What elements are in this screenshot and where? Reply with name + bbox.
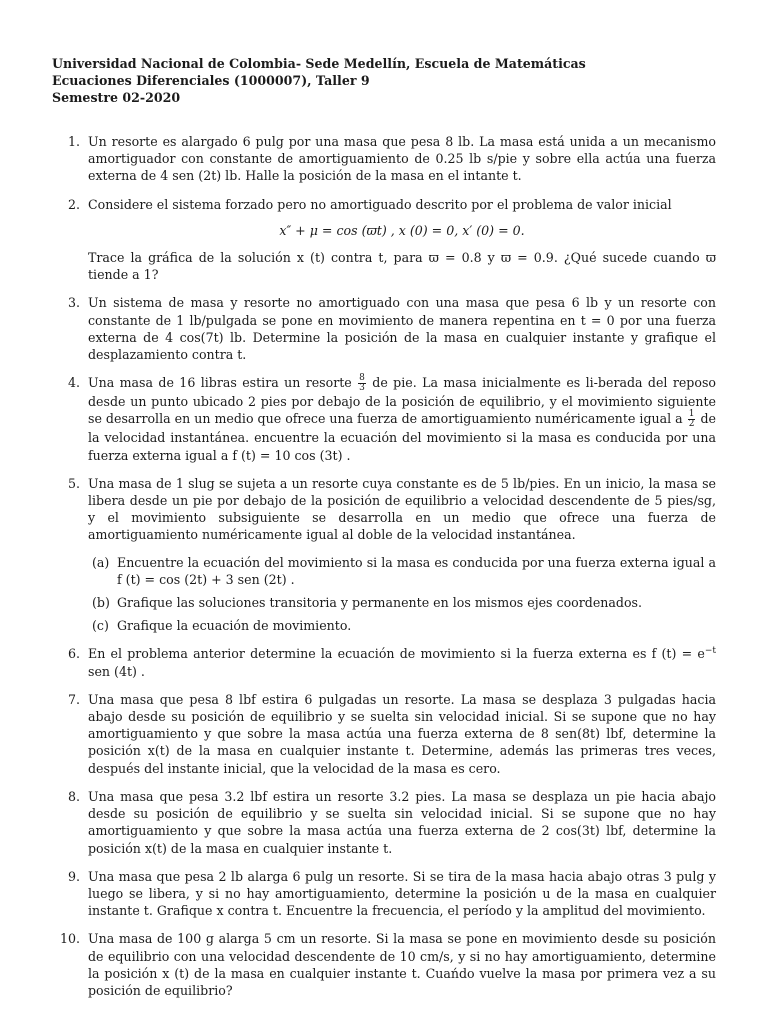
problem-7	[52, 691, 716, 777]
fraction-numerator: 1	[688, 409, 695, 420]
subproblem-label: (c)	[92, 618, 109, 634]
fraction-denominator: 3	[359, 383, 365, 394]
exponent: −t	[704, 646, 716, 657]
problem-text	[88, 645, 716, 679]
problem-text: Una masa que pesa 2 lb alarga 6 pulg un resorte. Si se tira de la masa hacia abajo otras 3 pulg y luego se libera, y si no hay amortiguamiento, determine la posición u de la masa en cualquier instante t. Grafique x contra t. Encuentre la frecuencia, el período y la amplitud del movimiento.	[88, 868, 716, 919]
subproblem-b	[88, 594, 716, 611]
problem-followup-text: Trace la gráfica de la solución x (t) contra t, para ϖ = 0.8 y ϖ = 0.9. ¿Qué sucede cuando ϖ tiende a 1?	[88, 250, 716, 283]
problem-text: Considere el sistema forzado pero no amortiguado descrito por el problema de valor inicial	[88, 196, 672, 212]
problem-1	[52, 133, 716, 185]
fraction-numerator: 8	[359, 373, 365, 384]
problem-text	[88, 374, 716, 464]
problem-text-part: de la velocidad instantánea. encuentre la ecuación del movimiento si la masa es conducida por una fuerza externa igual a f (t) = 10 cos (3t) .	[88, 411, 716, 463]
subproblem-label: (a)	[92, 554, 110, 570]
initial-value-equation: x″ + μ = cos (ϖt) , x (0) = 0, x′ (0) = 0.	[279, 222, 525, 238]
fraction-eight-thirds	[358, 374, 366, 393]
document-header	[52, 55, 716, 106]
problem-3	[52, 294, 716, 363]
problem-number: 10.	[59, 931, 80, 947]
subproblem-list	[88, 554, 716, 635]
problem-5	[52, 475, 716, 635]
problem-2	[52, 196, 716, 284]
problem-list	[52, 133, 716, 999]
problem-text: Una masa que pesa 3.2 lbf estira un resorte 3.2 pies. La masa se desplaza un pie hacia abajo desde su posición de equilibrio y se suelta sin velocidad inicial. Si se supone que no hay amortiguamiento y que sobre la masa actúa una fuerza externa de 2 cos(3t) lbf, determine la posición x(t) de la masa en cualquier instante t.	[88, 788, 716, 856]
problem-number: 2.	[67, 196, 80, 212]
problem-text: Un resorte es alargado 6 pulg por una masa que pesa 8 lb. La masa está unida a un mecanismo amortiguador con constante de amortiguamiento de 0.25 lb s/pie y sobre ella actúa una fuerza externa de 4 sen (2t) lb. Halle la posición de la masa en el intante t.	[88, 134, 716, 184]
problem-text: Una masa que pesa 8 lbf estira 6 pulgadas un resorte. La masa se desplaza 3 pulgadas hacia abajo desde su posición de equilibrio y se suelta sin velocidad inicial. Si se supone que no hay amortiguamiento y que sobre la masa actúa una fuerza externa de 8 sen(8t) lbf, determine la posición x(t) de la masa en cualquier instante t. Determine, además las primeras tres veces, después del instante inicial, que la velocidad de la masa es cero.	[88, 691, 716, 776]
problem-number: 3.	[67, 295, 80, 311]
problem-10	[52, 930, 716, 999]
problem-number: 1.	[67, 134, 80, 149]
header-university: Universidad Nacional de Colombia- Sede Medellín, Escuela de Matemáticas	[52, 56, 586, 71]
subproblem-a	[88, 554, 716, 588]
problem-text: Una masa de 1 slug se sujeta a un resorte cuya constante es de 5 lb/pies. En un inicio, la masa se libera desde un pie por debajo de la posición de equilibrio a velocidad descendente de 5 pies/sg, y el movimiento subsiguiente se desarrolla en un medio que ofrece una fuerza de amortiguamiento numéricamente igual al doble de la velocidad instantánea.	[88, 475, 716, 543]
subproblem-c	[88, 617, 716, 634]
subproblem-text: Grafique la ecuación de movimiento.	[117, 618, 352, 634]
fraction-denominator: 2	[688, 419, 695, 430]
problem-text-part: sen (4t) .	[88, 663, 145, 679]
problem-text: Un sistema de masa y resorte no amortiguado con una masa que pesa 6 lb y un resorte con constante de 1 lb/pulgada se pone en movimiento de manera repentina en t = 0 por una fuerza externa de 4 cos(7t) lb. Determine la posición de la masa en cualquier instante y grafique el desplazamiento contra t.	[88, 295, 716, 363]
problem-8	[52, 788, 716, 857]
problem-6	[52, 645, 716, 679]
subproblem-text: Encuentre la ecuación del movimiento si la masa es conducida por una fuerza externa igual a f (t) = cos (2t) + 3 sen (2t) .	[117, 554, 716, 587]
subproblem-text: Grafique las soluciones transitoria y permanente en los mismos ejes coordenados.	[117, 595, 643, 611]
problem-text-part: Una masa de 16 libras estira un resorte	[88, 375, 352, 391]
subproblem-label: (b)	[92, 595, 110, 611]
problem-number: 5.	[67, 475, 80, 491]
problem-number: 8.	[67, 788, 80, 804]
problem-text-part: En el problema anterior determine la ecuación de movimiento si la fuerza externa es f (t) = e	[88, 646, 705, 662]
problem-4	[52, 374, 716, 464]
problem-number: 7.	[67, 691, 80, 707]
problem-number: 9.	[67, 868, 80, 884]
fraction-one-half	[688, 410, 696, 429]
problem-9	[52, 868, 716, 920]
problem-text-part: de pie. La masa inicialmente es li-berada del reposo desde un punto ubicado 2 pies por debajo de la posición de equilibrio, y el movimiento siguiente se desarrolla en un medio que ofrece una fuerza de amortiguamiento numéricamente igual a	[88, 375, 716, 427]
problem-number: 4.	[67, 375, 80, 391]
problem-text: Una masa de 100 g alarga 5 cm un resorte. Si la masa se pone en movimiento desde su posición de equilibrio con una velocidad descendente de 10 cm/s, y si no hay amortiguamiento, determine la posición x (t) de la masa en cualquier instante t. Cuańdo vuelve la masa por primera vez a su posición de equilibrio?	[88, 931, 716, 998]
problem-number: 6.	[67, 646, 80, 662]
header-semester: Semestre 02-2020	[52, 90, 181, 105]
header-course: Ecuaciones Diferenciales (1000007), Taller 9	[52, 73, 370, 88]
